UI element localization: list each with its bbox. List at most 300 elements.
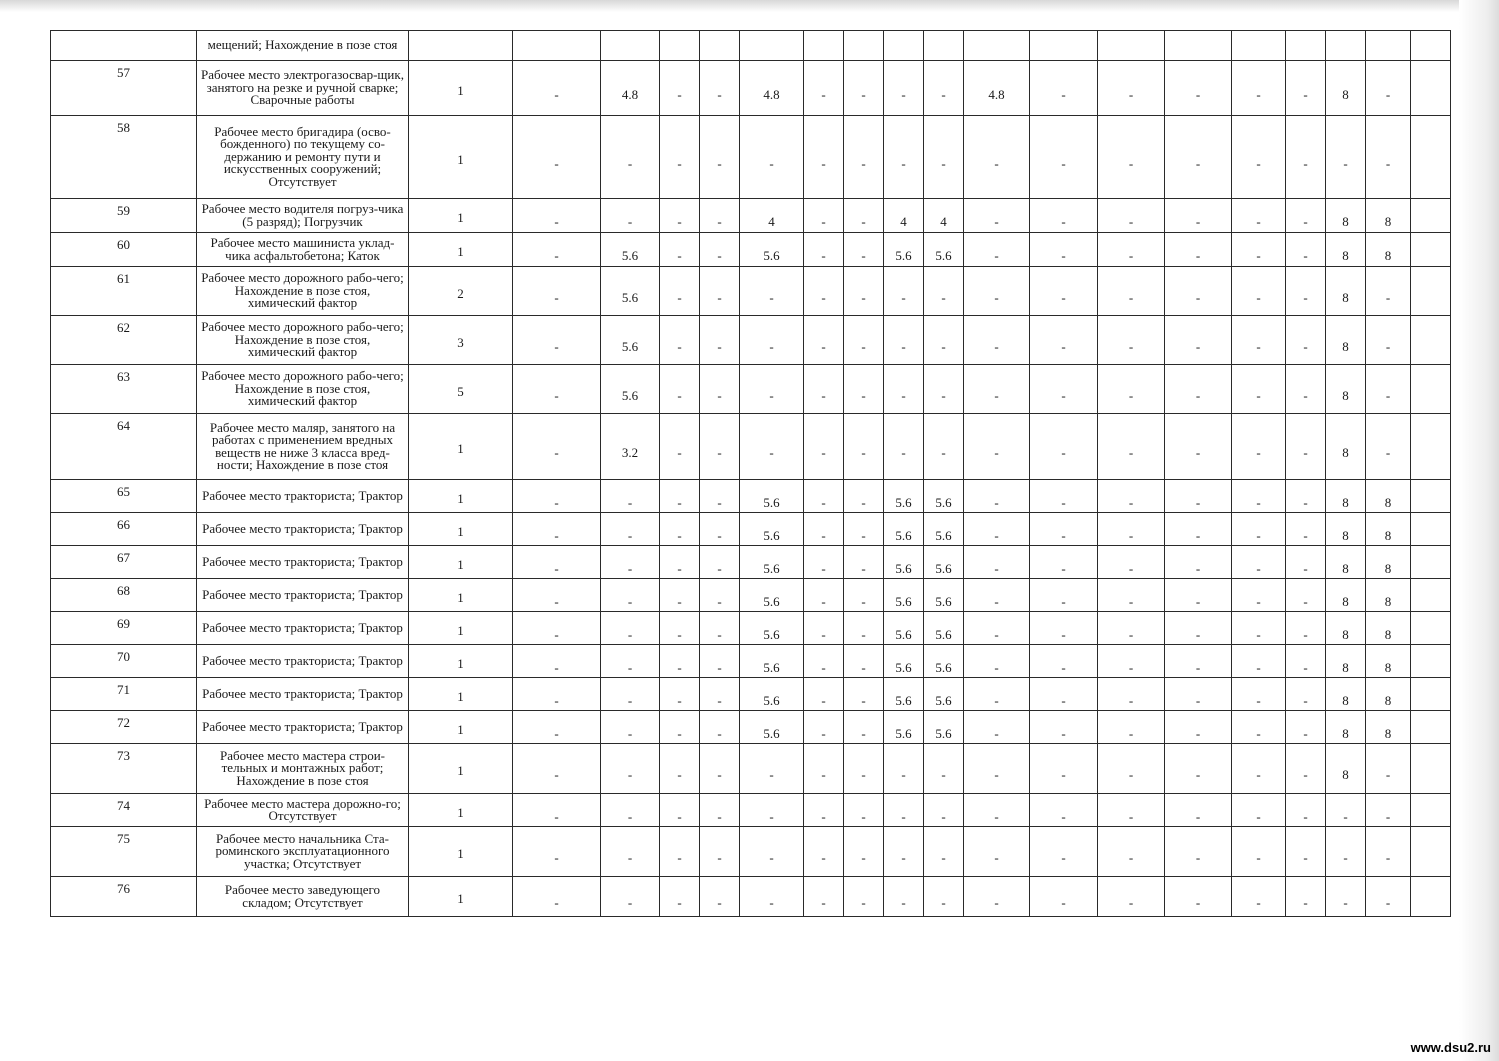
value-cell: - xyxy=(1232,645,1286,678)
table-row xyxy=(51,61,1451,116)
value-cell: - xyxy=(1165,365,1232,414)
value-cell xyxy=(1411,794,1451,827)
value-cell: - xyxy=(513,744,601,794)
value-cell: - xyxy=(924,744,964,794)
workplace-count: 1 xyxy=(409,233,513,267)
value-cell: - xyxy=(964,513,1030,546)
value-cell: 5.6 xyxy=(740,233,804,267)
workplace-description: Рабочее место бригадира (осво-божденного) по текущему со-держанию и ремонту пути и искусственных сооружений; Отсутствует xyxy=(197,116,409,199)
value-cell xyxy=(1411,711,1451,744)
row-number xyxy=(51,31,197,61)
value-cell: 8 xyxy=(1326,645,1366,678)
row-number: 69 xyxy=(51,612,197,645)
value-cell xyxy=(1411,31,1451,61)
row-number: 61 xyxy=(51,267,197,316)
table-row xyxy=(51,678,1451,711)
value-cell: - xyxy=(513,645,601,678)
value-cell xyxy=(1411,827,1451,877)
value-cell: - xyxy=(740,744,804,794)
value-cell xyxy=(1411,199,1451,233)
value-cell: - xyxy=(601,612,660,645)
value-cell: - xyxy=(700,480,740,513)
row-number: 75 xyxy=(51,827,197,877)
value-cell xyxy=(1366,31,1411,61)
value-cell: - xyxy=(1366,827,1411,877)
value-cell: - xyxy=(660,199,700,233)
value-cell: - xyxy=(964,233,1030,267)
workplace-description: Рабочее место дорожного рабо-чего; Нахождение в позе стоя, химический фактор xyxy=(197,316,409,365)
value-cell xyxy=(1411,316,1451,365)
value-cell: - xyxy=(964,414,1030,480)
value-cell: - xyxy=(884,827,924,877)
value-cell: - xyxy=(924,877,964,917)
value-cell: - xyxy=(804,513,844,546)
value-cell: - xyxy=(660,513,700,546)
value-cell: - xyxy=(844,116,884,199)
value-cell: 8 xyxy=(1366,678,1411,711)
value-cell: 5.6 xyxy=(884,233,924,267)
value-cell: 5.6 xyxy=(740,579,804,612)
value-cell: - xyxy=(884,267,924,316)
workplace-count: 1 xyxy=(409,794,513,827)
workplace-description: Рабочее место водителя погруз-чика (5 разряд); Погрузчик xyxy=(197,199,409,233)
value-cell: - xyxy=(1366,365,1411,414)
workplace-count: 1 xyxy=(409,414,513,480)
value-cell xyxy=(601,31,660,61)
value-cell: - xyxy=(513,579,601,612)
value-cell xyxy=(1411,678,1451,711)
workplace-count: 1 xyxy=(409,480,513,513)
value-cell: - xyxy=(1232,480,1286,513)
value-cell: - xyxy=(1366,316,1411,365)
value-cell: - xyxy=(1286,678,1326,711)
value-cell xyxy=(1411,267,1451,316)
value-cell: - xyxy=(964,827,1030,877)
value-cell: - xyxy=(964,116,1030,199)
workplace-count: 1 xyxy=(409,711,513,744)
value-cell: - xyxy=(1286,546,1326,579)
value-cell: - xyxy=(1232,233,1286,267)
value-cell: 5.6 xyxy=(740,513,804,546)
value-cell xyxy=(1411,513,1451,546)
value-cell: - xyxy=(924,61,964,116)
value-cell: - xyxy=(1232,267,1286,316)
value-cell: - xyxy=(1030,744,1098,794)
workplace-description: Рабочее место тракториста; Трактор xyxy=(197,546,409,579)
value-cell xyxy=(1411,744,1451,794)
workplace-description: Рабочее место заведующего складом; Отсутствует xyxy=(197,877,409,917)
value-cell: - xyxy=(1165,61,1232,116)
workplace-count xyxy=(409,31,513,61)
row-number: 70 xyxy=(51,645,197,678)
value-cell: 5.6 xyxy=(884,645,924,678)
value-cell: - xyxy=(1030,645,1098,678)
table-row xyxy=(51,645,1451,678)
value-cell: - xyxy=(1030,480,1098,513)
value-cell: - xyxy=(964,316,1030,365)
value-cell: - xyxy=(1030,827,1098,877)
value-cell: - xyxy=(1098,414,1165,480)
value-cell: - xyxy=(804,546,844,579)
workplace-description: Рабочее место тракториста; Трактор xyxy=(197,678,409,711)
value-cell: - xyxy=(660,414,700,480)
value-cell: - xyxy=(1232,199,1286,233)
value-cell: - xyxy=(513,61,601,116)
value-cell: 5.6 xyxy=(924,233,964,267)
value-cell: - xyxy=(1366,61,1411,116)
value-cell: - xyxy=(513,365,601,414)
workplace-count: 1 xyxy=(409,199,513,233)
workplace-description: Рабочее место тракториста; Трактор xyxy=(197,645,409,678)
row-number: 64 xyxy=(51,414,197,480)
value-cell: - xyxy=(804,480,844,513)
value-cell: 8 xyxy=(1326,267,1366,316)
workplace-count: 1 xyxy=(409,744,513,794)
value-cell: - xyxy=(844,199,884,233)
value-cell: - xyxy=(1286,513,1326,546)
value-cell: - xyxy=(1286,414,1326,480)
value-cell: 5.6 xyxy=(924,612,964,645)
value-cell: - xyxy=(1286,61,1326,116)
value-cell: - xyxy=(660,877,700,917)
value-cell: - xyxy=(601,513,660,546)
value-cell: - xyxy=(1098,612,1165,645)
value-cell: - xyxy=(844,316,884,365)
value-cell: - xyxy=(1366,414,1411,480)
value-cell: - xyxy=(884,316,924,365)
value-cell: - xyxy=(513,414,601,480)
value-cell xyxy=(924,31,964,61)
value-cell: - xyxy=(1030,61,1098,116)
value-cell xyxy=(1411,612,1451,645)
value-cell: - xyxy=(924,365,964,414)
value-cell: - xyxy=(660,116,700,199)
value-cell: - xyxy=(844,645,884,678)
value-cell: - xyxy=(884,61,924,116)
value-cell: 8 xyxy=(1366,579,1411,612)
value-cell: - xyxy=(513,612,601,645)
value-cell: - xyxy=(964,877,1030,917)
value-cell: - xyxy=(601,744,660,794)
value-cell xyxy=(513,31,601,61)
value-cell: 8 xyxy=(1326,513,1366,546)
value-cell: - xyxy=(844,579,884,612)
value-cell: 5.6 xyxy=(924,546,964,579)
value-cell: - xyxy=(1232,827,1286,877)
value-cell: - xyxy=(660,827,700,877)
workplace-count: 1 xyxy=(409,116,513,199)
workplace-count: 1 xyxy=(409,877,513,917)
value-cell: - xyxy=(844,233,884,267)
value-cell: - xyxy=(1165,267,1232,316)
value-cell: - xyxy=(1098,546,1165,579)
value-cell: - xyxy=(844,546,884,579)
value-cell: - xyxy=(964,546,1030,579)
value-cell: - xyxy=(964,794,1030,827)
value-cell: - xyxy=(804,827,844,877)
value-cell: - xyxy=(1165,877,1232,917)
table-row xyxy=(51,199,1451,233)
row-number: 67 xyxy=(51,546,197,579)
value-cell: - xyxy=(513,267,601,316)
value-cell: - xyxy=(804,61,844,116)
value-cell: - xyxy=(660,645,700,678)
value-cell: - xyxy=(513,199,601,233)
value-cell: - xyxy=(804,267,844,316)
value-cell: - xyxy=(660,365,700,414)
value-cell: - xyxy=(884,116,924,199)
table-row xyxy=(51,612,1451,645)
value-cell: - xyxy=(1232,316,1286,365)
value-cell: - xyxy=(1030,267,1098,316)
row-number: 62 xyxy=(51,316,197,365)
value-cell: 5.6 xyxy=(884,546,924,579)
value-cell: - xyxy=(1366,877,1411,917)
value-cell: - xyxy=(1286,827,1326,877)
workplace-count: 2 xyxy=(409,267,513,316)
workplace-description: Рабочее место машиниста уклад-чика асфальтобетона; Каток xyxy=(197,233,409,267)
value-cell: 5.6 xyxy=(884,513,924,546)
table-row xyxy=(51,233,1451,267)
value-cell: - xyxy=(1286,794,1326,827)
value-cell: 4 xyxy=(884,199,924,233)
value-cell: 4.8 xyxy=(740,61,804,116)
table-row xyxy=(51,480,1451,513)
value-cell: - xyxy=(700,794,740,827)
value-cell: - xyxy=(1030,116,1098,199)
value-cell: - xyxy=(844,711,884,744)
workplace-count: 1 xyxy=(409,513,513,546)
value-cell: 5.6 xyxy=(601,365,660,414)
value-cell: - xyxy=(964,579,1030,612)
value-cell: - xyxy=(601,480,660,513)
value-cell: - xyxy=(740,267,804,316)
value-cell: - xyxy=(601,827,660,877)
value-cell: - xyxy=(660,61,700,116)
value-cell: - xyxy=(1098,116,1165,199)
value-cell: - xyxy=(513,513,601,546)
value-cell: - xyxy=(1286,744,1326,794)
value-cell: 5.6 xyxy=(924,579,964,612)
value-cell: - xyxy=(1366,267,1411,316)
value-cell xyxy=(1098,31,1165,61)
row-number: 58 xyxy=(51,116,197,199)
value-cell: - xyxy=(1098,267,1165,316)
value-cell: - xyxy=(660,267,700,316)
value-cell: - xyxy=(884,365,924,414)
value-cell: - xyxy=(1030,877,1098,917)
value-cell xyxy=(660,31,700,61)
table-row xyxy=(51,579,1451,612)
value-cell: - xyxy=(700,645,740,678)
value-cell: - xyxy=(1165,480,1232,513)
value-cell xyxy=(700,31,740,61)
value-cell: - xyxy=(804,794,844,827)
value-cell: - xyxy=(1286,316,1326,365)
value-cell: - xyxy=(660,744,700,794)
value-cell: - xyxy=(1286,612,1326,645)
value-cell: - xyxy=(964,480,1030,513)
value-cell: - xyxy=(601,794,660,827)
value-cell: - xyxy=(1165,612,1232,645)
value-cell: - xyxy=(513,711,601,744)
value-cell: - xyxy=(1098,827,1165,877)
value-cell: - xyxy=(884,414,924,480)
value-cell: - xyxy=(844,61,884,116)
value-cell: 8 xyxy=(1326,480,1366,513)
value-cell: - xyxy=(740,414,804,480)
value-cell: - xyxy=(1165,744,1232,794)
value-cell: 8 xyxy=(1366,513,1411,546)
value-cell: - xyxy=(804,877,844,917)
row-number: 65 xyxy=(51,480,197,513)
value-cell: - xyxy=(1286,579,1326,612)
value-cell: - xyxy=(1232,61,1286,116)
value-cell: - xyxy=(964,744,1030,794)
row-number: 71 xyxy=(51,678,197,711)
value-cell: - xyxy=(1165,414,1232,480)
value-cell: - xyxy=(964,612,1030,645)
row-number: 63 xyxy=(51,365,197,414)
value-cell: - xyxy=(1232,414,1286,480)
value-cell: - xyxy=(740,877,804,917)
scan-shadow-top xyxy=(0,0,1499,12)
value-cell: - xyxy=(660,316,700,365)
value-cell: 8 xyxy=(1326,316,1366,365)
value-cell: 5.6 xyxy=(884,480,924,513)
value-cell: - xyxy=(884,794,924,827)
value-cell: 4 xyxy=(740,199,804,233)
value-cell: - xyxy=(924,116,964,199)
table-row xyxy=(51,267,1451,316)
value-cell: - xyxy=(601,877,660,917)
value-cell: - xyxy=(700,233,740,267)
value-cell: - xyxy=(1098,744,1165,794)
value-cell: - xyxy=(700,61,740,116)
value-cell: - xyxy=(884,877,924,917)
value-cell: - xyxy=(1098,199,1165,233)
value-cell: 5.6 xyxy=(740,546,804,579)
workplace-count: 1 xyxy=(409,546,513,579)
value-cell: - xyxy=(660,480,700,513)
value-cell: - xyxy=(1098,877,1165,917)
table-row xyxy=(51,827,1451,877)
value-cell: - xyxy=(700,414,740,480)
value-cell: 5.6 xyxy=(601,233,660,267)
value-cell: - xyxy=(660,794,700,827)
value-cell xyxy=(1326,31,1366,61)
value-cell: - xyxy=(1165,316,1232,365)
value-cell: - xyxy=(844,513,884,546)
value-cell: - xyxy=(804,316,844,365)
value-cell: - xyxy=(1165,233,1232,267)
value-cell: - xyxy=(1165,794,1232,827)
value-cell: - xyxy=(884,744,924,794)
value-cell: - xyxy=(964,645,1030,678)
value-cell xyxy=(1286,31,1326,61)
value-cell: 8 xyxy=(1326,678,1366,711)
value-cell: - xyxy=(804,116,844,199)
value-cell: - xyxy=(1165,116,1232,199)
value-cell: - xyxy=(804,233,844,267)
row-number: 60 xyxy=(51,233,197,267)
value-cell: - xyxy=(1098,365,1165,414)
table-row xyxy=(51,744,1451,794)
value-cell: - xyxy=(1286,877,1326,917)
value-cell xyxy=(1411,116,1451,199)
table-row xyxy=(51,711,1451,744)
value-cell: - xyxy=(1286,711,1326,744)
value-cell: - xyxy=(1326,877,1366,917)
value-cell: - xyxy=(660,678,700,711)
value-cell: - xyxy=(804,579,844,612)
value-cell: - xyxy=(964,678,1030,711)
value-cell: 8 xyxy=(1366,645,1411,678)
value-cell: - xyxy=(660,579,700,612)
value-cell: - xyxy=(740,827,804,877)
value-cell: - xyxy=(700,612,740,645)
value-cell: - xyxy=(1286,480,1326,513)
value-cell: - xyxy=(1232,612,1286,645)
value-cell: - xyxy=(1165,645,1232,678)
value-cell: - xyxy=(804,199,844,233)
value-cell: - xyxy=(964,199,1030,233)
value-cell: 5.6 xyxy=(740,711,804,744)
value-cell: - xyxy=(513,116,601,199)
value-cell: - xyxy=(700,316,740,365)
value-cell: - xyxy=(844,744,884,794)
value-cell: - xyxy=(1098,794,1165,827)
value-cell: - xyxy=(1165,827,1232,877)
workplace-description: мещений; Нахождение в позе стоя xyxy=(197,31,409,61)
workplace-count: 5 xyxy=(409,365,513,414)
workplace-description: Рабочее место электрогазосвар-щик, занятого на резке и ручной сварке; Сварочные работы xyxy=(197,61,409,116)
value-cell: - xyxy=(700,579,740,612)
value-cell: 5.6 xyxy=(924,513,964,546)
value-cell: 5.6 xyxy=(740,678,804,711)
workplace-description: Рабочее место начальника Ста-роминского эксплуатационного участка; Отсутствует xyxy=(197,827,409,877)
value-cell: 4.8 xyxy=(964,61,1030,116)
value-cell: 8 xyxy=(1366,199,1411,233)
value-cell: 8 xyxy=(1326,579,1366,612)
value-cell: - xyxy=(1366,744,1411,794)
value-cell: 4.8 xyxy=(601,61,660,116)
value-cell: - xyxy=(1326,794,1366,827)
value-cell: - xyxy=(660,612,700,645)
value-cell: - xyxy=(1030,199,1098,233)
value-cell: - xyxy=(740,794,804,827)
value-cell: - xyxy=(1286,199,1326,233)
value-cell: 5.6 xyxy=(884,579,924,612)
workplace-description: Рабочее место тракториста; Трактор xyxy=(197,612,409,645)
value-cell: - xyxy=(924,267,964,316)
value-cell: - xyxy=(1286,116,1326,199)
value-cell: - xyxy=(700,116,740,199)
value-cell: 4 xyxy=(924,199,964,233)
value-cell: - xyxy=(740,116,804,199)
value-cell: - xyxy=(1030,365,1098,414)
value-cell: - xyxy=(804,414,844,480)
value-cell: - xyxy=(1030,414,1098,480)
value-cell xyxy=(1411,61,1451,116)
value-cell: - xyxy=(1286,365,1326,414)
workplace-description: Рабочее место тракториста; Трактор xyxy=(197,480,409,513)
value-cell: - xyxy=(1098,711,1165,744)
value-cell: - xyxy=(964,365,1030,414)
value-cell: - xyxy=(700,678,740,711)
value-cell: - xyxy=(964,267,1030,316)
value-cell: - xyxy=(1030,546,1098,579)
